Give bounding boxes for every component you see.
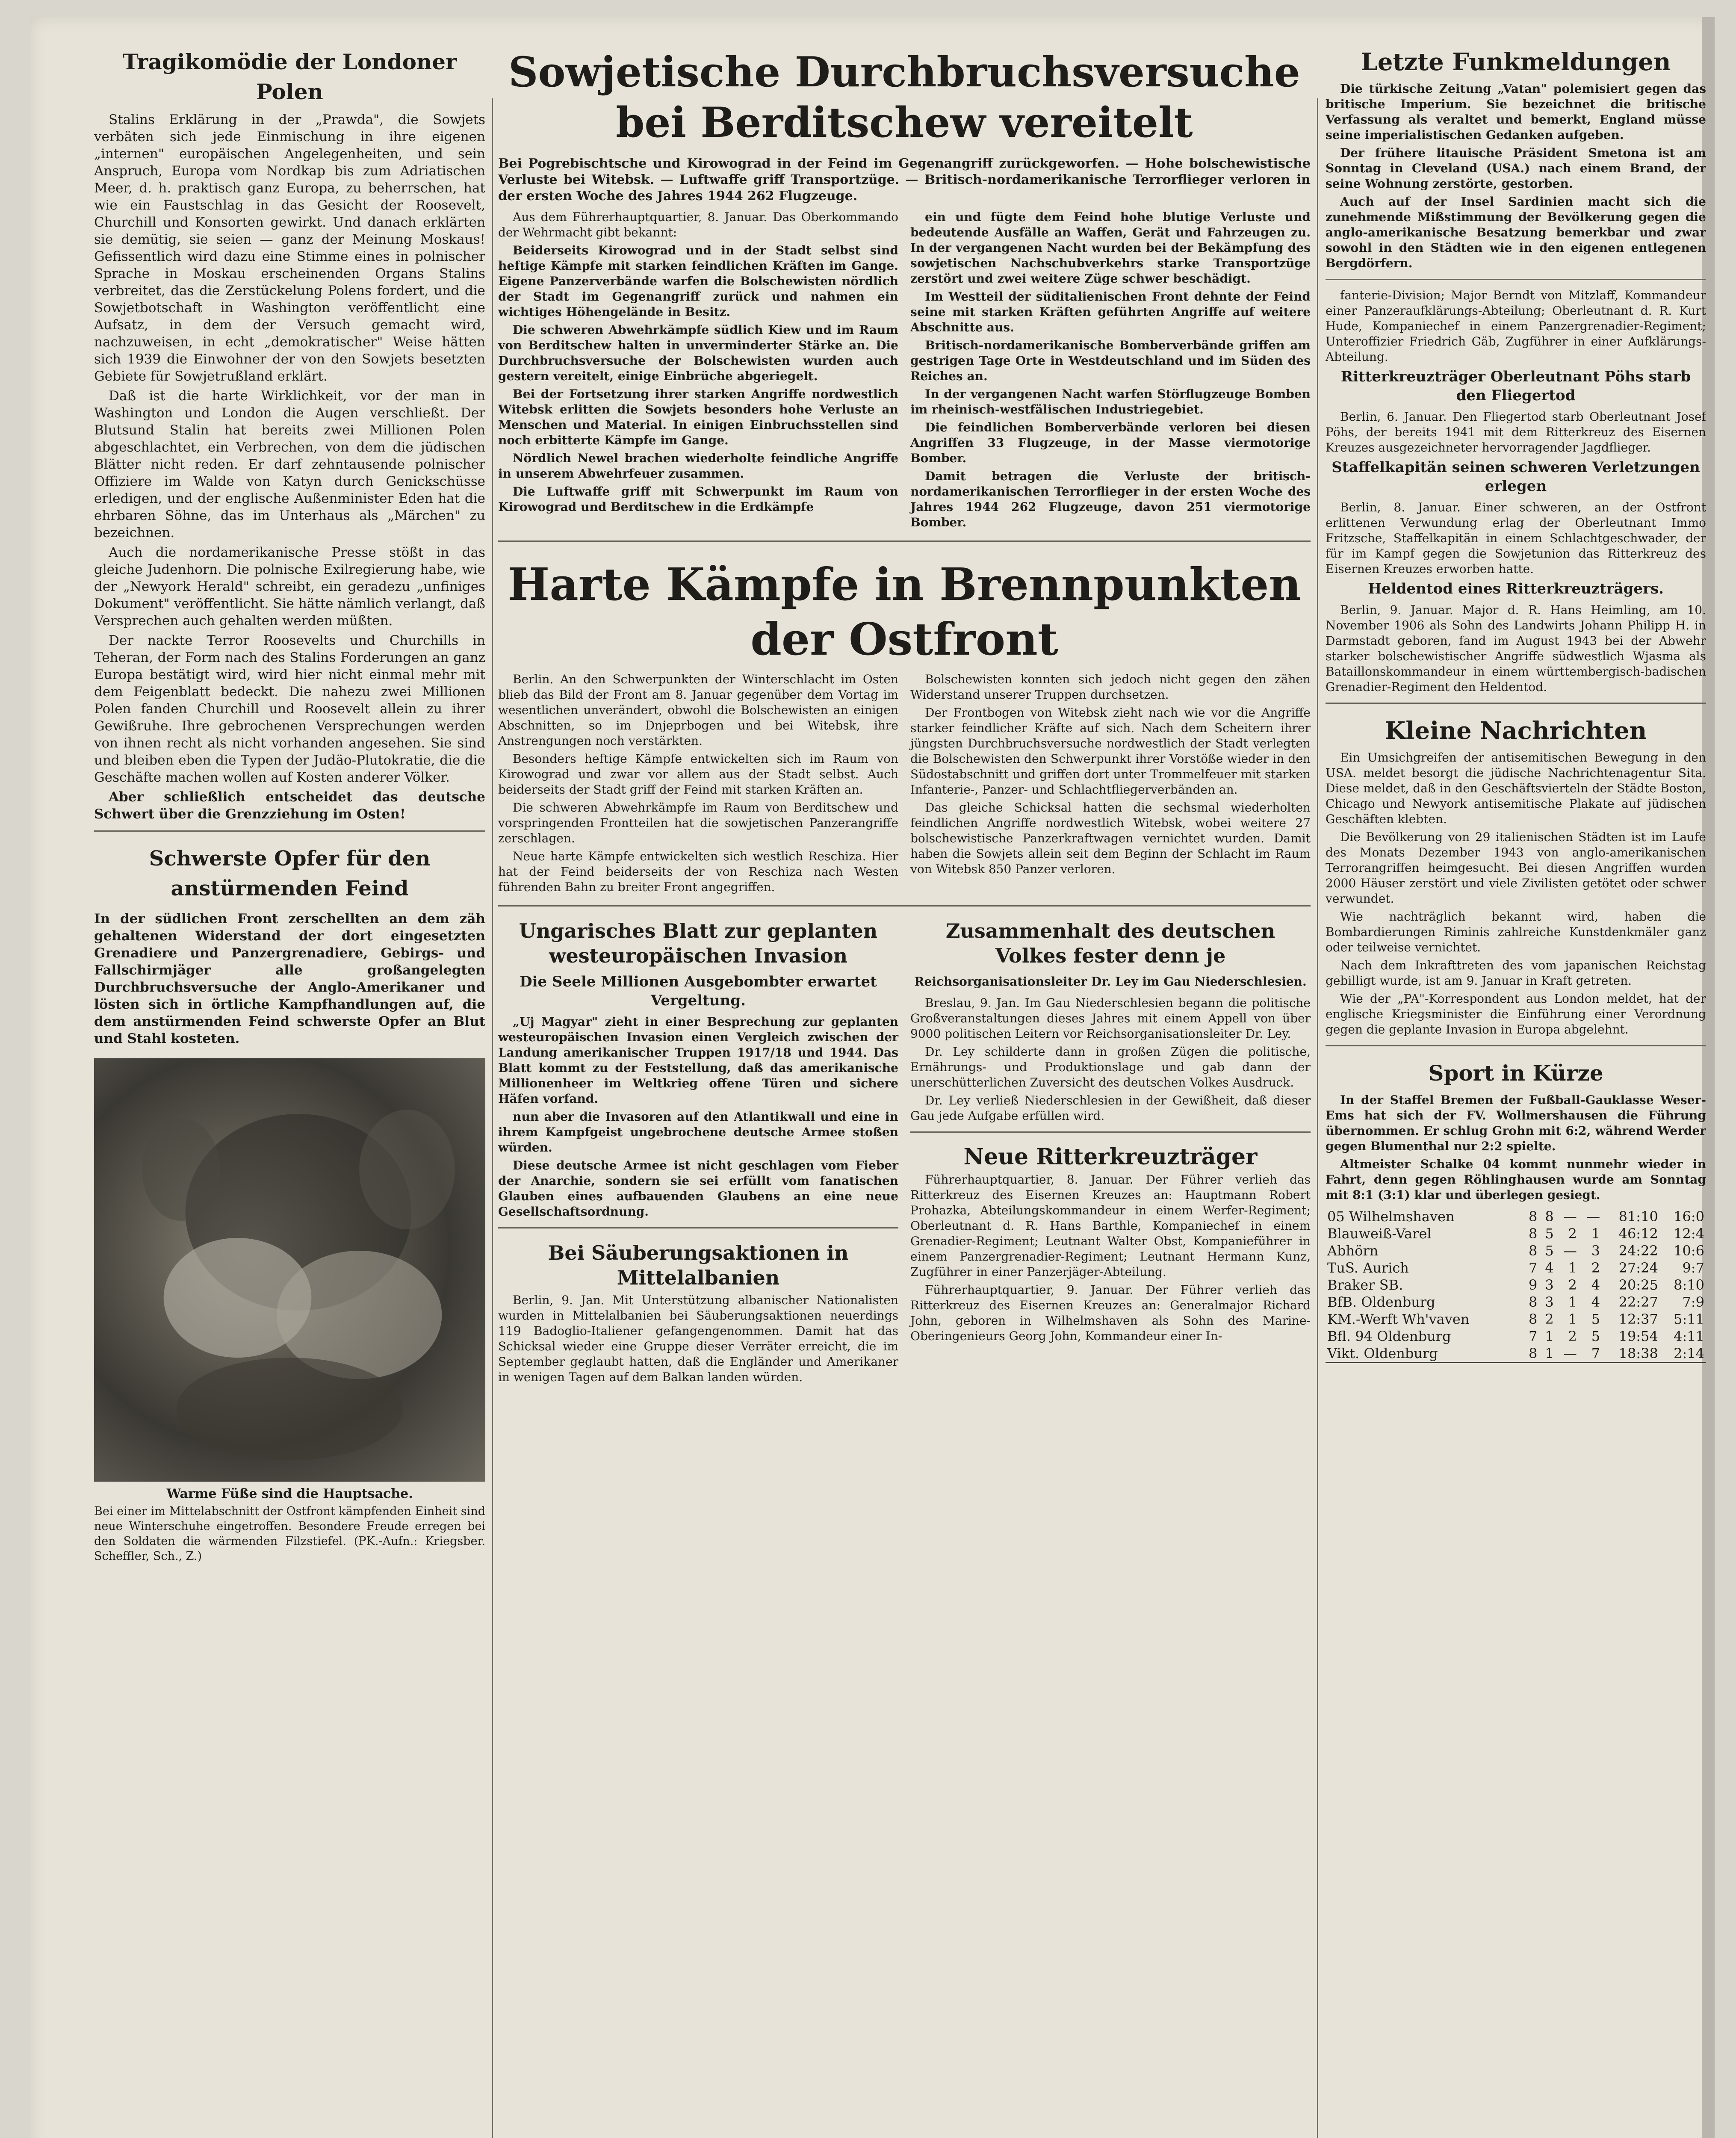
article-paragraph: Breslau, 9. Jan. Im Gau Niederschlesien begann die politische Großveranstaltungen dieses Jahres mit einem Appell von über 9000 politischen Leitern vor Reichsorganisationsleiter Dr. Ley. (910, 996, 1311, 1041)
stat-cell: 16:0 (1674, 1208, 1704, 1225)
center-column (498, 43, 1311, 1388)
article-title: Zusammenhalt des deutschen Volkes fester denn je (945, 919, 1275, 967)
stat-cell: 18:38 (1602, 1345, 1660, 1363)
stat-cell: 2 (1568, 1277, 1577, 1293)
team-name-cell: Abhörn (1327, 1243, 1379, 1259)
news-paragraph: Berlin, 9. Januar. Major d. R. Hans Heimling, am 10. November 1906 als Sohn des Landwirts Johann Philipp H. in Darmstadt geboren, fand im August 1943 bei der Abwehr starker bolschewistischer Angriffe südwestlich Wjasma als Bataillonskommandeur in einem württembergisch-badischen Grenadier-Regiment den Heldentod. (1326, 603, 1706, 694)
headline-lead: Bei Pogrebischtsche und Kirowograd in der Feind im Gegenangriff zurückgeworfen. — Hohe bolschewistische Verluste bei Witebsk. — Luftwaffe griff Transportzüge. — Britisch-nordamerikanische Terrorflieger verloren in der ersten Woche des Jahres 1944 262 Flugzeuge. (498, 156, 1311, 204)
report-paragraph: Beiderseits Kirowograd und in der Stadt selbst sind heftige Kämpfe mit starken feindlichen Kräften im Gange. Eigene Panzerverbände warfen die Bolschewisten nördlich der Stadt im Gegenangriff zurück und nahmen ein wichtiges Höhengelände in Besitz. (498, 243, 898, 319)
stat-cell: 19:54 (1618, 1328, 1658, 1344)
news-paragraph: Ein Umsichgreifen der antisemitischen Bewegung in den USA. meldet besorgt die jüdische Nachrichtenagentur Sita. Diese meldet, daß in den Geschäftsvierteln der Städte Boston, Chicago und Newyork antisemitische Plakate auf jüdischen Geschäften klebten. (1326, 750, 1706, 826)
stat-cell: 9:7 (1682, 1260, 1704, 1276)
report-paragraph: Im Westteil der süditalienischen Front dehnte der Feind seine mit starken Kräften geführten Angriffe auf weitere Abschnitte aus. (910, 289, 1311, 334)
stat-cell: — (1556, 1345, 1579, 1363)
stat-cell: 3 (1591, 1243, 1600, 1259)
eastfront-right (910, 672, 1311, 898)
stat-cell: 12:37 (1618, 1311, 1658, 1327)
stat-cell: 8 (1529, 1226, 1538, 1242)
stat-cell: 2 (1568, 1226, 1577, 1242)
league-table-row (1326, 1242, 1706, 1259)
stat-cell: 4:11 (1674, 1328, 1704, 1344)
article-paragraph: Führerhauptquartier, 8. Januar. Der Führer verlieh das Ritterkreuz des Eisernen Kreuzes an: Hauptmann Robert Prohazka, Abteilungskommandeur in einem Werfer-Regiment; Oberleutnant d. R. Hans Barthle, Kompaniechef in einem Grenadier-Regiment; Leutnant Walter Obst, Kompanieführer in einem Panzergrenadier-Regiment; Leutnant Hermann Kunz, Zugführer in einer Panzerjäger-Abteilung. (910, 1172, 1311, 1279)
league-table-row (1326, 1208, 1706, 1225)
league-table-row (1326, 1345, 1706, 1363)
team-name-cell: BfB. Oldenburg (1327, 1294, 1435, 1310)
team-name-cell: Blauweiß-Varel (1327, 1226, 1432, 1242)
main-headline: Sowjetische Durchbruchsversuche bei Berditschew vereitelt (508, 48, 1300, 147)
report-paragraph: In der vergangenen Nacht warfen Störflugzeuge Bomben im rheinisch-westfälischen Industriegebiet. (910, 387, 1311, 416)
article-paragraph: Daß ist die harte Wirklichkeit, vor der man in Washington und London die Augen verschließt. Der Blutsund Stalin hat bereits zwei Millionen Polen abgeschlachtet, ein Verbrechen, von dem die jüdischen Blätter nicht reden. Er darf zehntausende polnischer Offiziere im Walde von Katyn durch Genickschüsse erledigen, und der englische Außenminister Eden hat die ehrbaren Söhne, das im Unterhaus als „Märchen" zu bezeichnen. (94, 388, 485, 540)
stat-cell: 7 (1529, 1328, 1538, 1344)
article-paragraph: Der nackte Terror Roosevelts und Churchills in Teheran, der Form nach des Stalins Forderungen an ganz Europa bestätigt wird, wird hier nicht einmal mehr mit dem Feigenblatt bedeckt. Die nahezu zwei Millionen Polen fanden Churchill und Roosevelt allein zu ihrer Gewißruhe. Ihre gebrochenen Versprechungen werden von ihnen recht als nicht vorhanden angesehen. Sie sind und bleiben eben die Typen der Judäo-Plutokratie, die die Geschäfte machen wollen auf Kosten anderer Völker. (94, 633, 485, 785)
stat-cell: 20:25 (1618, 1277, 1658, 1293)
eastfront-paragraph: Besonders heftige Kämpfe entwickelten sich im Raum von Kirowograd und zwar vor allem aus der Stadt selbst. Auch beiderseits der Stadt griff der Feind mit starken Kräften an. (498, 752, 898, 797)
league-table (1326, 1208, 1706, 1363)
stat-cell: 4 (1545, 1260, 1554, 1276)
stat-cell: 3 (1545, 1294, 1554, 1310)
column-rule (1317, 98, 1318, 2138)
stat-cell: 1 (1568, 1311, 1577, 1327)
stat-cell: 1 (1591, 1226, 1600, 1242)
stat-cell: 8 (1545, 1208, 1554, 1225)
article-title: Tragikomödie der Londoner Polen (122, 49, 457, 104)
stat-cell: 2 (1568, 1328, 1577, 1344)
article-paragraph: Stalins Erklärung in der „Prawda", die Sowjets verbäten sich jede Einmischung in ihre eigenen „internen" europäischen Angelegenheiten, und sein Anspruch, Europa vom Nordkap bis zum Adriatischen Meer, d. h. praktisch ganz Europa, zu beherrschen, hat wie ein Faustschlag in das Gesicht der Roosevelt, Churchill und Konsorten gewirkt. Und danach erklärten sie demütig, sie seien — ganz der Meinung Moskaus! Gefissentlich wird dazu eine Stimme eines in polnischer Sprache in Moskau erscheinenden Organs Stalins verbreitet, das die Zerstückelung Polens fordert, und die Sowjetbotschaft in Washington veröffentlicht eine Aufsatz, in dem der Versuch gemacht wird, nachzuweisen, in echt „demokratischer" Weise hätten sich 1939 die Einwohner der von den Sowjets besetzten Gebiete für Sowjetrußland erklärt. (94, 112, 485, 384)
sport-paragraph: In der Staffel Bremen der Fußball-Gauklasse Weser-Ems hat sich der FV. Wollmershausen die Führung übernommen. Er schlug Grohn mit 6:2, während Werder gegen Blumenthal nur 2:2 spielte. (1326, 1093, 1706, 1153)
news-subtitle: Heldentod eines Ritterkreuzträgers. (1368, 580, 1664, 597)
news-paragraph: Auch auf der Insel Sardinien macht sich die zunehmende Mißstimmung der Bevölkerung gegen die anglo-amerikanische Besatzung bemerkbar und zwar sowohl in den Städten wie in den eigenen entlegenen Bergdörfern. (1326, 195, 1706, 270)
news-paragraph: Berlin, 8. Januar. Einer schweren, an der Ostfront erlittenen Verwundung erlag der Oberleutnant Immo Fritzsche, Staffelkapitän in einem Schlachtgeschwader, der für im Kampf gegen die Sowjetunion das Ritterkreuz des Eisernen Kreuzes erworben hatte. (1326, 500, 1706, 576)
team-name-cell: Vikt. Oldenburg (1326, 1345, 1523, 1363)
stat-cell: 4 (1591, 1294, 1600, 1310)
stat-cell: 27:24 (1618, 1260, 1658, 1276)
stat-cell: — (1586, 1208, 1600, 1225)
report-left (498, 210, 898, 533)
news-paragraph: Berlin, 6. Januar. Den Fliegertod starb Oberleutnant Josef Pöhs, der bereits 1941 mit dem Ritterkreuz des Eisernen Kreuzes ausgezeichneter hervorragender Jagdflieger. (1326, 410, 1706, 455)
news-subtitle: Staffelkapitän seinen schweren Verletzungen erlegen (1332, 459, 1700, 495)
divider (498, 1227, 898, 1228)
team-name-cell: Braker SB. (1327, 1277, 1403, 1293)
article-paragraph: Berlin, 9. Jan. Mit Unterstützung albanischer Nationalisten wurden in Mittelalbanien bei Säuberungsaktionen neuerdings 119 Badoglio-Italiener gefangengenommen. Damit hat das Schicksal wieder eine Gruppe dieser Verräter erreicht, die im September geglaubt hatten, daß die Engländer und Amerikaner in wenigen Tagen auf dem Balkan landen würden. (498, 1293, 898, 1384)
stat-cell: 4 (1591, 1277, 1600, 1293)
report-paragraph: Nördlich Newel brachen wiederholte feindliche Angriffe in unserem Abwehrfeuer zusammen. (498, 451, 898, 481)
column-rule (492, 98, 493, 2138)
stat-cell: 5 (1591, 1311, 1600, 1327)
lower-section (498, 914, 1311, 1388)
article-paragraph: „Uj Magyar" zieht in einer Besprechung zur geplanten westeuropäischen Invasion einen Vergleich zwischen der Landung amerikanischer Truppen 1917/18 und 1944. Das Blatt kommt zu der Feststellung, daß das amerikanische Millionenheer im Weltkrieg offene Türen und sichere Häfen vorfand. (498, 1015, 898, 1106)
eastfront-paragraph: Berlin. An den Schwerpunkten der Winterschlacht im Osten blieb das Bild der Front am 8. Januar gegenüber dem Vortag im wesentlichen unverändert, obwohl die Bolschewisten an einigen Abschnitten, so im Dnjeprbogen und bei Witebsk, ihre Anstrengungen noch verstärkten. (498, 672, 898, 748)
stat-cell: 5 (1591, 1328, 1600, 1344)
divider (910, 1131, 1311, 1133)
article-body (94, 111, 485, 823)
divider (498, 540, 1311, 542)
right-column (1326, 43, 1706, 1363)
newspaper-page (30, 17, 1715, 2138)
stat-cell: 1 (1545, 1328, 1554, 1344)
news-subtitle: Ritterkreuzträger Oberleutnant Pöhs starb den Fliegertod (1340, 368, 1691, 404)
section-title: Letzte Funkmeldungen (1361, 48, 1671, 76)
stat-cell: 7 (1579, 1345, 1602, 1363)
stat-cell: 24:22 (1618, 1243, 1658, 1259)
article-title: Schwerste Opfer für den anstürmenden Feind (149, 847, 431, 901)
eastfront-left (498, 672, 898, 898)
stat-cell: 8:10 (1674, 1277, 1704, 1293)
league-table-row (1326, 1276, 1706, 1293)
divider (498, 905, 1311, 907)
report-paragraph: Britisch-nordamerikanische Bomberverbände griffen am gestrigen Tage Orte in Westdeutschland und im Süden des Reiches an. (910, 338, 1311, 383)
divider (94, 830, 485, 832)
report-paragraph: Die Luftwaffe griff mit Schwerpunkt im Raum von Kirowograd und Berditschew in die Erdkämpfe (498, 484, 898, 514)
divider (1326, 279, 1706, 280)
photo-winter-boots (94, 1058, 485, 1482)
article-paragraph: Dr. Ley schilderte dann in großen Zügen die politische, Ernährungs- und Produktionslage und gab dann der unerschütterlichen Zuversicht des deutschen Volkes Ausdruck. (910, 1045, 1311, 1090)
article-paragraph: nun aber die Invasoren auf den Atlantikwall und eine in ihrem Kampfgeist ungebrochene deutsche Armee stoßen würden. (498, 1110, 898, 1155)
stat-cell: 1 (1539, 1345, 1555, 1363)
article-paragraph: Auch die nordamerikanische Presse stößt in das gleiche Judenhorn. Die polnische Exilregierung habe, wie der „Newyork Herald" schreibt, ein geradezu „unfiniges Dokument" veröffentlicht. Sie hätte nämlich verlangt, daß Versprechen auch gehalten werden müßten. (94, 545, 485, 629)
eastfront-paragraph: Die schweren Abwehrkämpfe im Raum von Berditschew und vorspringenden Frontteilen hat die sowjetischen Panzerangriffe zerschlagen. (498, 800, 898, 845)
stat-cell: 22:27 (1618, 1294, 1658, 1310)
article-paragraph: Diese deutsche Armee ist nicht geschlagen vom Fieber der Anarchie, sondern sie sei erfüllt vom fanatischen Glauben eines aufbauenden Glaubens an eine neue Gesellschaftsordnung. (498, 1158, 898, 1219)
report-right (910, 210, 1311, 533)
team-name-cell: TuS. Aurich (1327, 1260, 1409, 1276)
lower-left (498, 914, 898, 1388)
league-table-row (1326, 1259, 1706, 1276)
stat-cell: 46:12 (1618, 1226, 1658, 1242)
stat-cell: 9 (1529, 1277, 1538, 1293)
news-paragraph: Wie nachträglich bekannt wird, haben die Bombardierungen Riminis zahlreiche Kunstdenkmäler ganz oder teilweise vernichtet. (1326, 910, 1706, 954)
team-name-cell: Bfl. 94 Oldenburg (1327, 1328, 1451, 1344)
report-paragraph: Bei der Fortsetzung ihrer starken Angriffe nordwestlich Witebsk erlitten die Sowjets besonders hohe Verluste an Menschen und Material. In einigen Einbruchsstellen sind noch erbitterte Kämpfe im Gange. (498, 387, 898, 447)
article-title: Ungarisches Blatt zur geplanten westeuropäischen Invasion (519, 919, 878, 967)
divider (1326, 1045, 1706, 1046)
news-paragraph: Nach dem Inkrafttreten des vom japanischen Reichstag gebilligt wurde, ist am 9. Januar in Kraft getreten. (1326, 958, 1706, 988)
article-paragraph: Dr. Ley verließ Niederschlesien in der Gewißheit, daß dieser Gau jede Aufgabe erfüllen wird. (910, 1093, 1311, 1123)
league-table-row (1326, 1328, 1706, 1345)
second-headline: Harte Kämpfe in Brennpunkten der Ostfront (508, 558, 1301, 665)
stat-cell: 1 (1568, 1260, 1577, 1276)
section-title: Kleine Nachrichten (1385, 717, 1647, 745)
article-lead: In der südlichen Front zerschellten an dem zäh gehaltenen Widerstand der dort eingesetzten Grenadiere und Panzergrenadiere, Gebirgs- und Fallschirmjäger alle großangelegten Durchbruchsversuche der Anglo-Amerikaner und lösten sich in örtliche Kampfhandlungen auf, die dem anstürmenden Feind schwerste Opfer an Blut und Stahl kosteten. (94, 911, 485, 1046)
section-title: Sport in Kürze (1428, 1060, 1603, 1086)
divider (1326, 703, 1706, 704)
stat-cell: 8 (1529, 1208, 1538, 1225)
stat-cell: 8 (1523, 1345, 1539, 1363)
article-paragraph: Führerhauptquartier, 9. Januar. Der Führer verlieh das Ritterkreuz des Eisernen Kreuzes an: Generalmajor Richard John, geboren in Wilhelmshaven als Sohn des Marine-Oberingenieurs Georg John, Kommandeur einer In- (910, 1283, 1311, 1343)
photo-caption: Warme Füße sind die Hauptsache. (166, 1486, 413, 1501)
report-paragraph: ein und fügte dem Feind hohe blutige Verluste und bedeutende Ausfälle an Waffen, Gerät und Fahrzeugen zu. In der vergangenen Nacht wurden bei der Bekämpfung des sowjetischen Nachschubverkehrs starke Transportzüge zerstört und zwei weitere Züge schwer beschädigt. (910, 210, 1311, 286)
stat-cell: 2:14 (1660, 1345, 1706, 1363)
news-paragraph: Die Bevölkerung von 29 italienischen Städten ist im Laufe des Monats Dezember 1943 von anglo-amerikanischen Terrorangriffen heimgesucht. Bei diesen Angriffen wurden 2000 Häuser zerstört und viele Zivilisten getötet oder schwer verwundet. (1326, 830, 1706, 906)
report-paragraph: Aus dem Führerhauptquartier, 8. Januar. Das Oberkommando der Wehrmacht gibt bekannt: (498, 210, 898, 239)
league-table-row (1326, 1311, 1706, 1328)
stat-cell: 1 (1568, 1294, 1577, 1310)
league-table-row (1326, 1225, 1706, 1242)
team-name-cell: 05 Wilhelmshaven (1327, 1208, 1455, 1225)
stat-cell: 7 (1529, 1260, 1538, 1276)
news-paragraph: Die türkische Zeitung „Vatan" polemisiert gegen das britische Imperium. Sie bezeichnet die britische Verfassung als veraltet und bemerkt, England müsse seine imperialistischen Gedanken aufgeben. (1326, 82, 1706, 142)
team-name-cell: KM.-Werft Wh'vaven (1327, 1311, 1470, 1327)
lower-right (910, 914, 1311, 1388)
eastfront-paragraph: Neue harte Kämpfe entwickelten sich westlich Reschiza. Hier hat der Feind beiderseits der von Reschiza nach Westen führenden Bahn zu breiter Front angegriffen. (498, 849, 898, 894)
eastfront-paragraph: Bolschewisten konnten sich jedoch nicht gegen den zähen Widerstand unserer Truppen durchsetzen. (910, 672, 1311, 702)
stat-cell: 10:6 (1674, 1243, 1704, 1259)
stat-cell: 3 (1545, 1277, 1554, 1293)
news-paragraph: fanterie-Division; Major Berndt von Mitzlaff, Kommandeur einer Panzeraufklärungs-Abteilung; Oberleutnant d. R. Kurt Hude, Kompaniechef in einem Panzergrenadier-Regiment; Unteroffizier Friedrich Gäb, Zugführer in einer Aufklärungs-Abteilung. (1326, 288, 1706, 364)
stat-cell: 2 (1545, 1311, 1554, 1327)
news-paragraph: Der frühere litauische Präsident Smetona ist am Sonntag in Cleveland (USA.) nach einem Brand, der seine Wohnung zerstörte, gestorben. (1326, 146, 1706, 191)
stat-cell: 2 (1591, 1260, 1600, 1276)
stat-cell: 12:4 (1674, 1226, 1704, 1242)
report-paragraph: Damit betragen die Verluste der britisch-nordamerikanischen Terrorflieger in der ersten Woche des Jahres 1944 262 Flugzeuge, davon 251 viermotorige Bomber. (910, 469, 1311, 529)
article-title: Bei Säuberungsaktionen in Mittelalbanien (548, 1241, 849, 1289)
eastfront-paragraph: Das gleiche Schicksal hatten die sechsmal wiederholten feindlichen Angriffe nordwestlich Witebsk, wobei weitere 27 bolschewistische Panzerkraftwagen vernichtet wurden. Damit haben die Sowjets allein seit dem Beginn der Schlacht im Raum von Witebsk 850 Panzer verloren. (910, 800, 1311, 876)
report-body (498, 210, 1311, 533)
eastfront-body (498, 672, 1311, 898)
stat-cell: 7:9 (1682, 1294, 1704, 1310)
article-paragraph: Aber schließlich entscheidet das deutsche Schwert über die Grenzziehung im Osten! (94, 789, 485, 822)
league-table-row (1326, 1293, 1706, 1311)
article-subtitle: Reichsorganisationsleiter Dr. Ley im Gau Niederschlesien. (914, 975, 1307, 989)
eastfront-paragraph: Der Frontbogen von Witebsk zieht nach wie vor die Angriffe starker feindlicher Kräfte auf sich. Nach dem Scheitern ihrer jüngsten Durchbruchsversuche nordwestlich der Stadt verlegten die Bolschewisten den Schwerpunkt ihrer Vorstöße wieder in den Südostabschnitt und griffen dort unter Trommelfeuer mit starken Infanterie-, Panzer- und Schlachtfliegerverbänden an. (910, 706, 1311, 797)
report-paragraph: Die schweren Abwehrkämpfe südlich Kiew und im Raum von Berditschew halten in unverminderter Stärke an. Die Durchbruchsversuche der Bolschewisten wurden auch gestern vereitelt, einige Einbrüche abgeriegelt. (498, 323, 898, 383)
sport-paragraph: Altmeister Schalke 04 kommt nunmehr wieder in Fahrt, denn gegen Röhlinghausen wurde am Sonntag mit 8:1 (3:1) klar und überlegen gesiegt. (1326, 1157, 1706, 1202)
news-paragraph: Wie der „PA"-Korrespondent aus London meldet, hat der englische Kriegsminister die Einführung einer Verordnung gegen die geplante Invasion in Europa abgelehnt. (1326, 992, 1706, 1037)
stat-cell: 81:10 (1618, 1208, 1658, 1225)
stat-cell: — (1563, 1208, 1577, 1225)
stat-cell: 8 (1529, 1294, 1538, 1310)
report-paragraph: Die feindlichen Bomberverbände verloren bei diesen Angriffen 33 Flugzeuge, in der Masse viermotorige Bomber. (910, 420, 1311, 465)
photo-credit-text: Bei einer im Mittelabschnitt der Ostfront kämpfenden Einheit sind neue Winterschuhe eingetroffen. Besondere Freude erregen bei den Soldaten die wärmenden Filzstiefel. (PK.-Aufn.: Kriegsber. Scheffler, Sch., Z.) (94, 1505, 485, 1563)
stat-cell: 5 (1545, 1243, 1554, 1259)
article-title: Neue Ritterkreuzträger (963, 1144, 1258, 1170)
stat-cell: 5 (1545, 1226, 1554, 1242)
stat-cell: 8 (1529, 1243, 1538, 1259)
left-column (94, 43, 485, 1564)
article-subtitle: Die Seele Millionen Ausgebombter erwartet Vergeltung. (520, 973, 877, 1009)
stat-cell: — (1563, 1243, 1577, 1259)
stat-cell: 5:11 (1674, 1311, 1704, 1327)
stat-cell: 8 (1529, 1311, 1538, 1327)
